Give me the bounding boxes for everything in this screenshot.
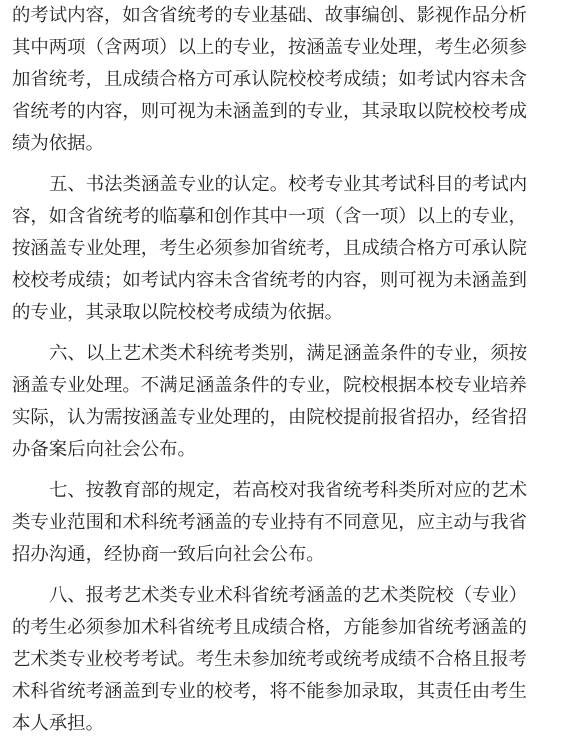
text-line: 术科省统考涵盖到专业的校考，将不能参加录取，其责任由考生 <box>12 681 527 702</box>
text-line: 省统考的内容，则可视为未涵盖到的专业，其录取以院校校考成 <box>12 101 527 122</box>
text-line: 六、以上艺术类术科统考类别，满足涵盖条件的专业，须按 <box>49 343 528 364</box>
text-line: 的专业，其录取以院校校考成绩为依据。 <box>12 302 344 323</box>
text-line: 的考生必须参加术科省统考且成绩合格，方能参加省统考涵盖的 <box>12 617 527 638</box>
paragraph-7-ministry-rules <box>12 475 562 571</box>
text-line: 八、报考艺术类专业术科省统考涵盖的艺术类院校（专业） <box>49 585 528 606</box>
text-line: 涵盖专业处理。不满足涵盖条件的专业，院校根据本校专业培养 <box>12 375 527 396</box>
text-line: 本人承担。 <box>12 713 104 734</box>
text-line: 五、书法类涵盖专业的认定。校考专业其考试科目的考试内 <box>49 174 528 195</box>
text-line: 容，如含省统考的临摹和创作其中一项（含一项）以上的专业， <box>12 206 527 227</box>
paragraph-6-coverage <box>12 338 562 466</box>
text-line: 其中两项（含两项）以上的专业，按涵盖专业处理，考生必须参 <box>12 37 527 58</box>
paragraph-5-calligraphy <box>12 169 562 329</box>
text-line: 类专业范围和术科统考涵盖的专业持有不同意见，应主动与我省 <box>12 512 527 533</box>
paragraph-4-continued <box>12 0 562 160</box>
text-line: 办备案后向社会公布。 <box>12 439 196 460</box>
text-line: 按涵盖专业处理，考生必须参加省统考，且成绩合格方可承认院 <box>12 238 527 259</box>
text-line: 绩为依据。 <box>12 133 104 154</box>
text-line: 招办沟通，经协商一致后向社会公布。 <box>12 544 325 565</box>
text-line: 七、按教育部的规定，若高校对我省统考科类所对应的艺术 <box>49 480 528 501</box>
paragraph-8-registration <box>12 580 562 740</box>
text-line: 校校考成绩；如考试内容未含省统考的内容，则可视为未涵盖到 <box>12 270 527 291</box>
text-line: 的考试内容，如含省统考的专业基础、故事编创、影视作品分析 <box>12 5 527 26</box>
text-line: 艺术类专业校考考试。考生未参加统考或统考成绩不合格且报考 <box>12 649 527 670</box>
text-line: 实际，认为需按涵盖专业处理的，由院校提前报省招办，经省招 <box>12 407 527 428</box>
text-line: 加省统考，且成绩合格方可承认院校校考成绩；如考试内容未含 <box>12 69 527 90</box>
